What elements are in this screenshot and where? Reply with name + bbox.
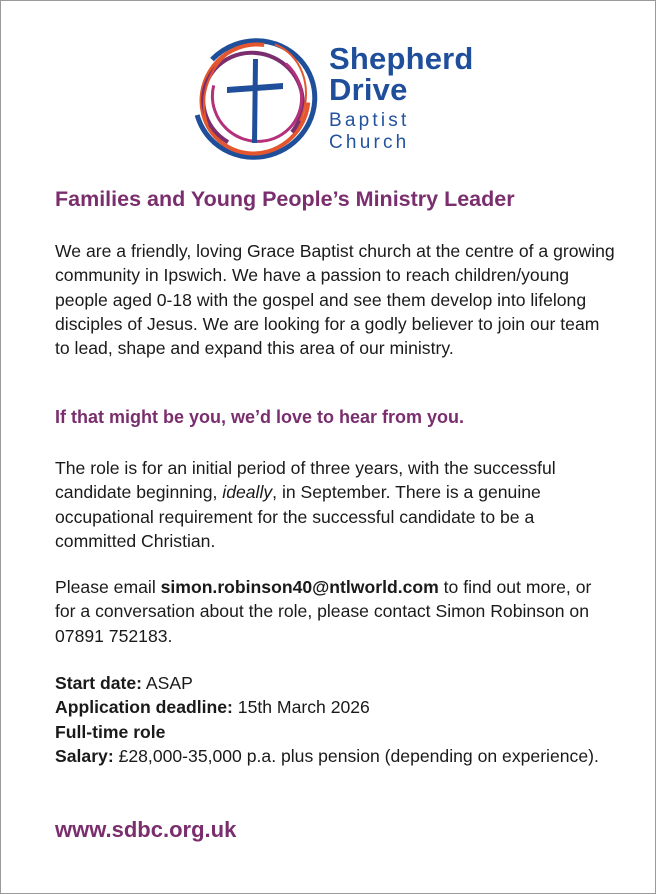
deadline-value: 15th March 2026 [232,697,370,718]
start-date-value: ASAP [142,673,193,693]
cross-circle-logo-icon [187,35,323,165]
contact-text-before: Please email [55,577,161,597]
intro-paragraph: We are a friendly, loving Grace Baptist church at the centre of a growing community in Ipswich. We have a passion to reach children/young people aged 0-18 with the gospel and see them develop into lifelong disciples of Jesus. We are looking for a godly believer to join our team to lead, shape and expand this area of our ministry. [55,241,615,359]
contact-text-after: to find out more, or for a conversation about the role, please contact Simon Robinson on 07891 752183. [55,577,592,646]
deadline-row [55,695,615,719]
fulltime-row [55,720,615,744]
logo-line-drive: Drive [329,72,408,107]
logo-line-shepherd: Shepherd [329,41,474,76]
start-date-row [55,671,615,695]
callout-text: If that might be you, we’d love to hear from you. [55,407,465,427]
contact-paragraph [55,575,615,648]
role-paragraph [55,456,615,553]
salary-label: Salary: [55,745,114,766]
fulltime-label: Full-time role [55,721,166,742]
start-date-label: Start date: [55,673,143,693]
role-emphasis: ideally [222,482,273,503]
job-title: Families and Young People’s Ministry Leader [55,187,515,211]
salary-row [55,744,615,768]
church-logo [187,35,487,165]
logo-wordmark [329,43,474,154]
website-link[interactable]: www.sdbc.org.uk [55,817,237,842]
job-details [55,671,615,768]
logo-line-baptist: Baptist [329,110,410,131]
role-text-after: , in September. There is a genuine occupational requirement for the successful candidate to be a committed Christian. [55,482,541,551]
role-text-before: The role is for an initial period of three years, with the successful candidate beginning, [55,458,556,503]
contact-email-link[interactable]: simon.robinson40@ntlworld.com [160,577,439,597]
logo-line-church: Church [329,132,410,153]
salary-value: £28,000-35,000 p.a. plus pension (depending on experience). [113,745,599,766]
deadline-label: Application deadline: [55,697,233,718]
